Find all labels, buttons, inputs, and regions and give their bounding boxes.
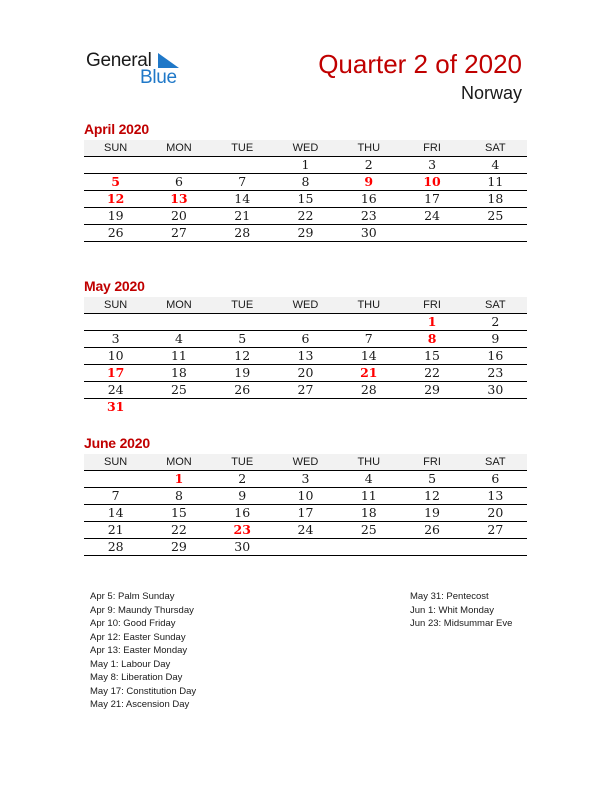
week-row [84, 225, 527, 242]
empty-day-cell [274, 539, 337, 556]
day-cell: 4 [337, 471, 400, 488]
day-cell: 18 [337, 505, 400, 522]
empty-day-cell [84, 157, 147, 174]
day-cell: 19 [211, 365, 274, 382]
day-cell: 5 [84, 174, 147, 191]
day-cell: 15 [400, 348, 463, 365]
empty-day-cell [400, 399, 463, 416]
empty-day-cell [211, 157, 274, 174]
empty-day-cell [337, 539, 400, 556]
day-cell: 12 [211, 348, 274, 365]
calendar-table [84, 454, 527, 556]
week-row [84, 208, 527, 225]
weekday-header: TUE [211, 454, 274, 471]
empty-day-cell [337, 314, 400, 331]
day-cell: 29 [400, 382, 463, 399]
day-cell: 16 [337, 191, 400, 208]
empty-day-cell [274, 399, 337, 416]
day-cell: 1 [400, 314, 463, 331]
day-cell: 8 [400, 331, 463, 348]
weekday-header-row [84, 454, 527, 471]
month-june [84, 434, 527, 556]
day-cell: 6 [464, 471, 527, 488]
day-cell: 14 [211, 191, 274, 208]
empty-day-cell [464, 399, 527, 416]
day-cell: 24 [84, 382, 147, 399]
day-cell: 27 [274, 382, 337, 399]
day-cell: 17 [274, 505, 337, 522]
holiday-item: Jun 23: Midsummar Eve [410, 618, 513, 629]
weekday-header-row [84, 140, 527, 157]
empty-day-cell [400, 225, 463, 242]
logo-text-blue: Blue [140, 67, 177, 88]
day-cell: 21 [84, 522, 147, 539]
day-cell: 9 [211, 488, 274, 505]
weekday-header: FRI [400, 140, 463, 157]
weekday-header: THU [337, 140, 400, 157]
empty-day-cell [337, 399, 400, 416]
holiday-item: Jun 1: Whit Monday [410, 604, 494, 616]
day-cell: 7 [211, 174, 274, 191]
day-cell: 23 [337, 208, 400, 225]
day-cell: 6 [274, 331, 337, 348]
day-cell: 22 [274, 208, 337, 225]
week-row [84, 348, 527, 365]
day-cell: 11 [337, 488, 400, 505]
holiday-item: May 31: Pentecost [410, 591, 489, 602]
day-cell: 1 [147, 471, 210, 488]
day-cell: 30 [211, 539, 274, 556]
month-title: April 2020 [84, 121, 149, 137]
day-cell: 26 [211, 382, 274, 399]
weekday-header: THU [337, 297, 400, 314]
day-cell: 9 [464, 331, 527, 348]
day-cell: 16 [211, 505, 274, 522]
day-cell: 19 [400, 505, 463, 522]
day-cell: 26 [400, 522, 463, 539]
holiday-list-left [90, 590, 196, 712]
day-cell: 4 [147, 331, 210, 348]
weekday-header: SAT [464, 140, 527, 157]
weekday-header-row [84, 297, 527, 314]
week-row [84, 157, 527, 174]
day-cell: 2 [464, 314, 527, 331]
day-cell: 7 [337, 331, 400, 348]
day-cell: 8 [147, 488, 210, 505]
holiday-item: May 1: Labour Day [90, 658, 171, 670]
week-row [84, 522, 527, 539]
day-cell: 25 [464, 208, 527, 225]
week-row [84, 539, 527, 556]
weekday-header: MON [147, 140, 210, 157]
day-cell: 29 [274, 225, 337, 242]
day-cell: 28 [337, 382, 400, 399]
weekday-header: SAT [464, 297, 527, 314]
holiday-item: Apr 12: Easter Sunday [90, 631, 186, 643]
weekday-header: TUE [211, 297, 274, 314]
weekday-header: SAT [464, 454, 527, 471]
empty-day-cell [464, 225, 527, 242]
weekday-header: SUN [84, 140, 147, 157]
holiday-list-right [410, 590, 512, 631]
weekday-header: THU [337, 454, 400, 471]
day-cell: 2 [337, 157, 400, 174]
day-cell: 23 [211, 522, 274, 539]
day-cell: 13 [147, 191, 210, 208]
logo-text-general: General [86, 50, 152, 71]
day-cell: 22 [147, 522, 210, 539]
day-cell: 21 [337, 365, 400, 382]
day-cell: 11 [464, 174, 527, 191]
day-cell: 10 [84, 348, 147, 365]
week-row [84, 331, 527, 348]
empty-day-cell [84, 314, 147, 331]
day-cell: 3 [400, 157, 463, 174]
month-april [84, 120, 527, 242]
empty-day-cell [274, 314, 337, 331]
holiday-item: Apr 9: Maundy Thursday [90, 604, 194, 616]
week-row [84, 488, 527, 505]
day-cell: 12 [84, 191, 147, 208]
empty-day-cell [211, 399, 274, 416]
day-cell: 15 [274, 191, 337, 208]
day-cell: 14 [84, 505, 147, 522]
day-cell: 19 [84, 208, 147, 225]
day-cell: 20 [464, 505, 527, 522]
day-cell: 17 [84, 365, 147, 382]
day-cell: 14 [337, 348, 400, 365]
day-cell: 11 [147, 348, 210, 365]
day-cell: 6 [147, 174, 210, 191]
day-cell: 13 [274, 348, 337, 365]
holiday-item: May 8: Liberation Day [90, 672, 183, 683]
holiday-item: May 17: Constitution Day [90, 685, 197, 697]
day-cell: 5 [400, 471, 463, 488]
empty-day-cell [211, 314, 274, 331]
country-label: Norway [460, 83, 522, 103]
day-cell: 8 [274, 174, 337, 191]
empty-day-cell [84, 471, 147, 488]
calendar-table [84, 140, 527, 242]
weekday-header: WED [274, 297, 337, 314]
month-may [84, 277, 527, 415]
day-cell: 16 [464, 348, 527, 365]
week-row [84, 365, 527, 382]
weekday-header: TUE [211, 140, 274, 157]
day-cell: 12 [400, 488, 463, 505]
empty-day-cell [147, 399, 210, 416]
weekday-header: WED [274, 140, 337, 157]
holiday-item: Apr 13: Easter Monday [90, 645, 188, 656]
day-cell: 24 [274, 522, 337, 539]
weekday-header: FRI [400, 454, 463, 471]
week-row [84, 174, 527, 191]
triangle-icon [158, 53, 179, 68]
page-title: Quarter 2 of 2020 [318, 49, 522, 79]
empty-day-cell [147, 314, 210, 331]
day-cell: 21 [211, 208, 274, 225]
day-cell: 20 [274, 365, 337, 382]
day-cell: 9 [337, 174, 400, 191]
day-cell: 18 [464, 191, 527, 208]
general-blue-logo [86, 50, 186, 90]
week-row [84, 314, 527, 331]
day-cell: 15 [147, 505, 210, 522]
day-cell: 20 [147, 208, 210, 225]
weekday-header: SUN [84, 297, 147, 314]
day-cell: 30 [337, 225, 400, 242]
weekday-header: SUN [84, 454, 147, 471]
weekday-header: MON [147, 454, 210, 471]
day-cell: 27 [147, 225, 210, 242]
week-row [84, 191, 527, 208]
holiday-item: Apr 5: Palm Sunday [90, 591, 175, 602]
day-cell: 17 [400, 191, 463, 208]
empty-day-cell [147, 157, 210, 174]
day-cell: 1 [274, 157, 337, 174]
day-cell: 22 [400, 365, 463, 382]
week-row [84, 471, 527, 488]
day-cell: 23 [464, 365, 527, 382]
day-cell: 30 [464, 382, 527, 399]
day-cell: 25 [337, 522, 400, 539]
day-cell: 25 [147, 382, 210, 399]
day-cell: 5 [211, 331, 274, 348]
day-cell: 2 [211, 471, 274, 488]
week-row [84, 505, 527, 522]
weekday-header: WED [274, 454, 337, 471]
day-cell: 7 [84, 488, 147, 505]
day-cell: 13 [464, 488, 527, 505]
holiday-item: May 21: Ascension Day [90, 699, 190, 710]
week-row [84, 399, 527, 416]
holiday-item: Apr 10: Good Friday [90, 618, 176, 629]
day-cell: 27 [464, 522, 527, 539]
day-cell: 4 [464, 157, 527, 174]
week-row [84, 382, 527, 399]
day-cell: 10 [274, 488, 337, 505]
empty-day-cell [400, 539, 463, 556]
day-cell: 3 [274, 471, 337, 488]
day-cell: 26 [84, 225, 147, 242]
empty-day-cell [464, 539, 527, 556]
day-cell: 28 [211, 225, 274, 242]
day-cell: 18 [147, 365, 210, 382]
month-title: May 2020 [84, 278, 145, 294]
day-cell: 10 [400, 174, 463, 191]
day-cell: 28 [84, 539, 147, 556]
day-cell: 29 [147, 539, 210, 556]
day-cell: 31 [106, 399, 125, 414]
day-cell: 3 [84, 331, 147, 348]
month-title: June 2020 [84, 435, 150, 451]
weekday-header: MON [147, 297, 210, 314]
day-cell: 24 [400, 208, 463, 225]
calendar-table [84, 297, 527, 415]
weekday-header: FRI [400, 297, 463, 314]
